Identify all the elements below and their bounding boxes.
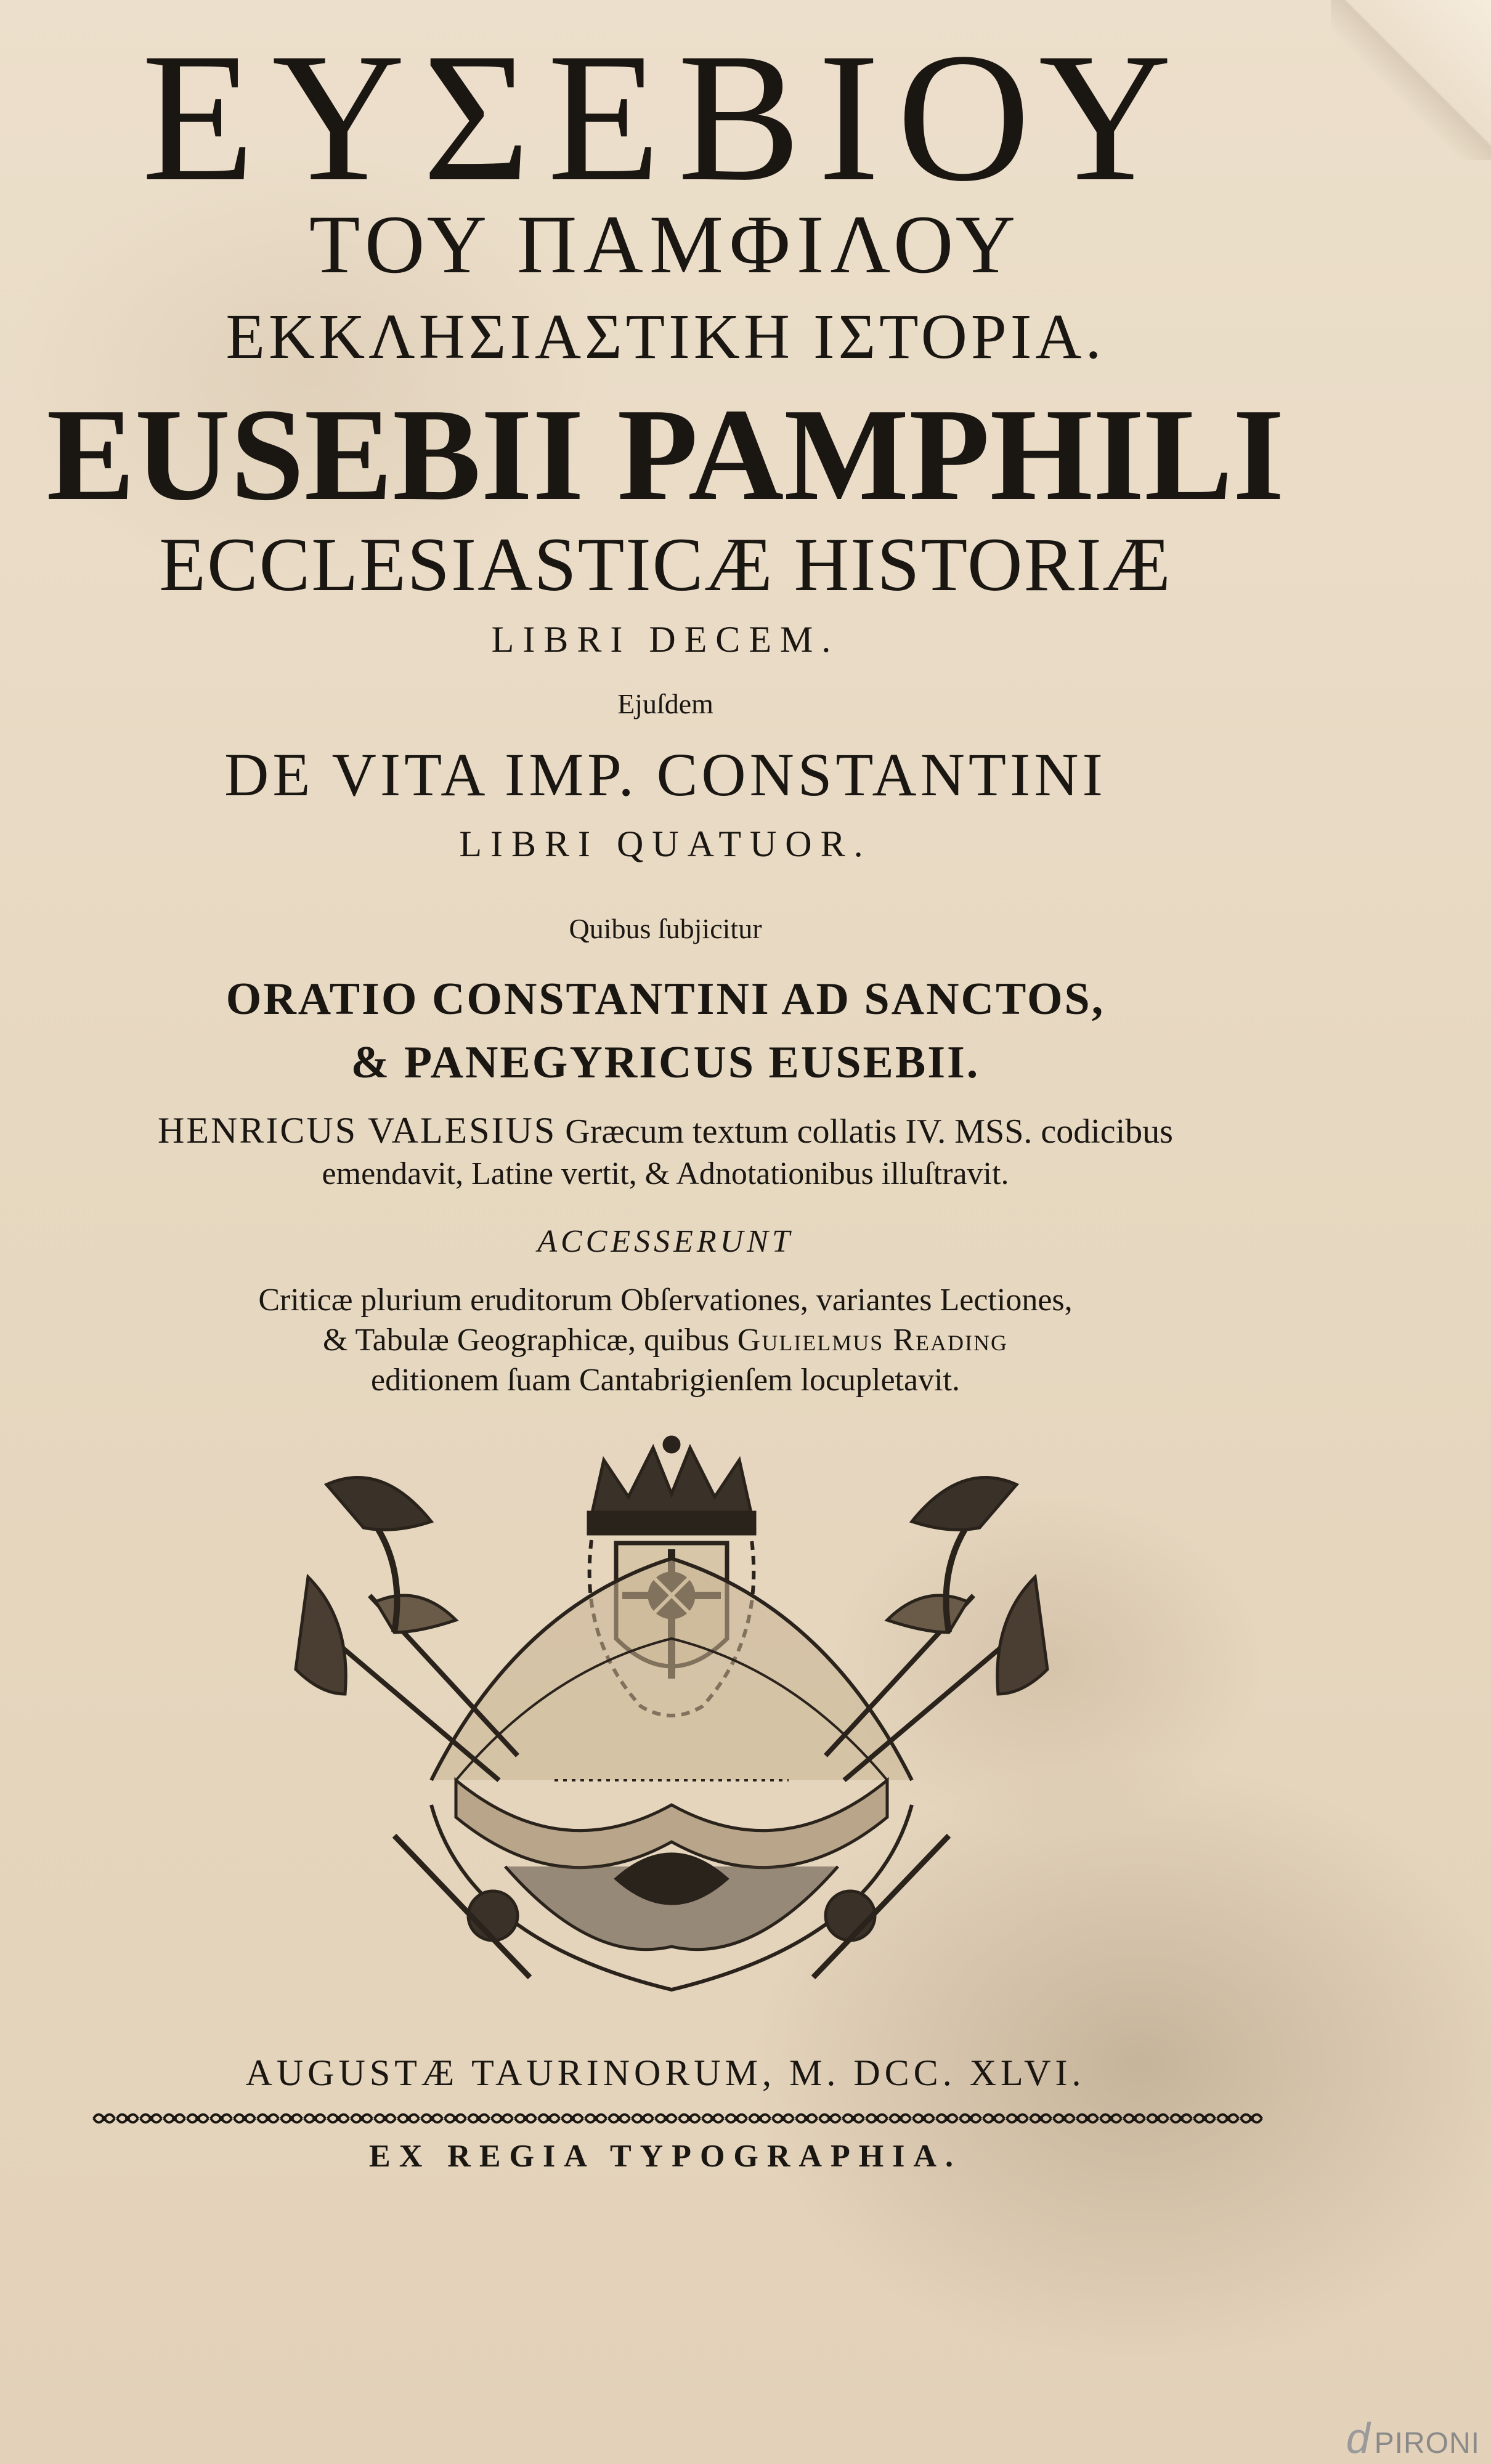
editor-name: HENRICUS VALESIUS [158, 1110, 557, 1151]
crown-icon [588, 1437, 755, 1534]
editor-text-1: Græcum textum collatis IV. MSS. codicibus [556, 1112, 1173, 1151]
imprint-place-date: AUGUSTÆ TAURINORUM, M. DCC. XLVI. [245, 2053, 1086, 2093]
imprint-press: EX REGIA TYPOGRAPHIA. [369, 2139, 962, 2174]
addenda-line-2 [0, 1324, 1331, 1356]
ornamental-rule [92, 2108, 1263, 2129]
addenda-line-1: Criticæ plurium eruditorum Obſervationes, variantes Lectiones, [258, 1283, 1073, 1318]
accesserunt: ACCESSERUNT [537, 1224, 794, 1259]
vita-title: DE VITA IMP. CONSTANTINI [224, 740, 1107, 809]
addenda-line-3: editionem ſuam Cantabrigienſem locupletavit. [371, 1363, 960, 1398]
greek-work-title: ΕΚΚΛΗΣΙΑΣΤΙΚΗ ΙΣΤΟΡΙΑ. [225, 301, 1105, 372]
libri-decem: LIBRI DECEM. [491, 619, 840, 660]
addenda-line-2-text: & Tabulæ Geographicæ, quibus [323, 1323, 737, 1358]
editor-line-1 [0, 1112, 1331, 1149]
quibus-subjicitur: Quibus ſubjicitur [569, 913, 762, 944]
royal-arms-woodcut [271, 1435, 1072, 2008]
panegyricus-title: & PANEGYRICUS EUSEBII. [351, 1037, 980, 1088]
reading-name: Gulielmus Reading [737, 1323, 1008, 1358]
page-corner-crease [1331, 0, 1491, 160]
ejusdem: Ejuſdem [617, 688, 713, 719]
latin-work-title: ECCLESIASTICÆ HISTORIÆ [159, 522, 1172, 607]
greek-epithet: ΤΟΥ ΠΑΜΦΙΛΟΥ [309, 199, 1022, 291]
watermark-mark: d [1346, 2414, 1371, 2462]
watermark-name: PIRONI [1374, 2427, 1480, 2460]
libri-quatuor: LIBRI QUATUOR. [459, 824, 872, 864]
editor-line-2: emendavit, Latine vertit, & Adnotationibus illuſtravit. [322, 1156, 1009, 1191]
watermark [1346, 2413, 1480, 2463]
oratio-title: ORATIO CONSTANTINI AD SANCTOS, [225, 974, 1105, 1024]
latin-author-title: EUSEBII PAMPHILI [46, 381, 1285, 528]
greek-author-title: ΕΥΣΕΒΙΟΥ [141, 15, 1190, 219]
